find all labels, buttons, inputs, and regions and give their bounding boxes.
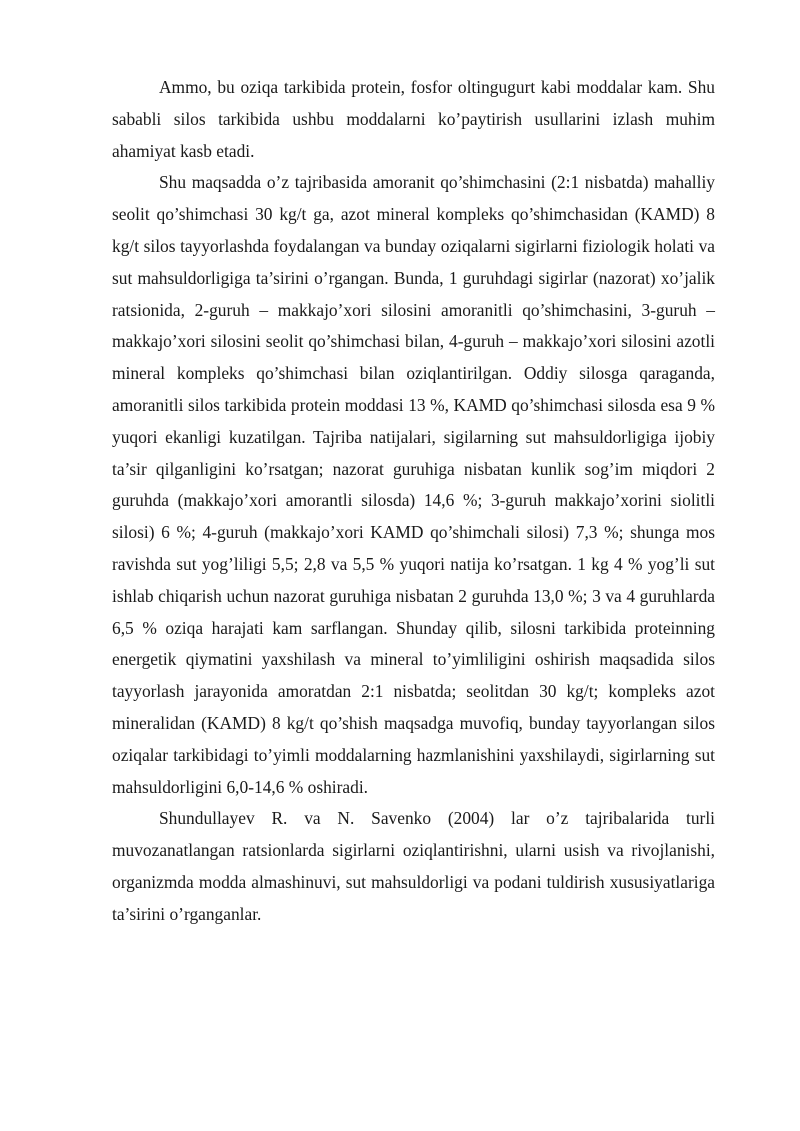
- paragraph-experiment-results: Shu maqsadda o’z tajribasida amoranit qo’shimchasini (2:1 nisbatda) mahalliy seolit qo’shimchasi 30 kg/t ga, azot mineral kompleks qo’shimchasidan (KAMD) 8 kg/t silos tayyorlashda foydalangan va bunday oziqalarni sigirlarni fiziologik holati va sut mahsuldorligiga ta’sirini o’rgangan. Bunda, 1 guruhdagi sigirlar (nazorat) xo’jalik ratsionida, 2-guruh – makkajo’xori silosini amoranitli qo’shimchasini, 3-guruh – makkajo’xori silosini seolit qo’shimchasi bilan, 4-guruh – makkajo’xori silosini azotli mineral kompleks qo’shimchasi bilan oziqlantirilgan. Oddiy silosga qaraganda, amoranitli silos tarkibida protein moddasi 13 %, KAMD qo’shimchasi silosda esa 9 % yuqori ekanligi kuzatilgan. Tajriba natijalari, sigilarning sut mahsuldorligiga ijobiy ta’sir qilganligini ko’rsatgan; nazorat guruhiga nisbatan kunlik sog’im miqdori 2 guruhda (makkajo’xori amorantli silosda) 14,6 %; 3-guruh makkajo’xorini siolitli silosi) 6 %; 4-guruh (makkajo’xori KAMD qo’shimchali silosi) 7,3 %; shunga mos ravishda sut yog’liligi 5,5; 2,8 va 5,5 % yuqori natija ko’rsatgan. 1 kg 4 % yog’li sut ishlab chiqarish uchun nazorat guruhiga nisbatan 2 guruhda 13,0 %; 3 va 4 guruhlarda 6,5 % oziqa harajati kam sarflangan. Shunday qilib, silosni tarkibida proteinning energetik qiymatini yaxshilash va mineral to’yimliligini oshirish maqsadida silos tayyorlash jarayonida amoratdan 2:1 nisbatda; seolitdan 30 kg/t; kompleks azot mineralidan (KAMD) 8 kg/t qo’shish maqsadga muvofiq, bunday tayyorlangan silos oziqalar tarkibidagi to’yimli moddalarning hazmlanishini yaxshilaydi, sigirlarning sut mahsuldorligini 6,0-14,6 % oshiradi.: [112, 172, 715, 797]
- document-page: [112, 72, 715, 931]
- paragraph-shundullayev-study: Shundullayev R. va N. Savenko (2004) lar o’z tajribalarida turli muvozanatlangan ratsionlarda sigirlarni oziqlantirishni, ularni usish va rivojlanishi, organizmda modda almashinuvi, sut mahsuldorligi va podani tuldirish xususiyatlariga ta’sirini o’rganganlar.: [112, 808, 715, 924]
- paragraph-silos-deficiency: Ammo, bu oziqa tarkibida protein, fosfor oltingugurt kabi moddalar kam. Shu sababli silos tarkibida ushbu moddalarni ko’paytirish usullarini izlash muhim ahamiyat kasb etadi.: [112, 77, 715, 161]
